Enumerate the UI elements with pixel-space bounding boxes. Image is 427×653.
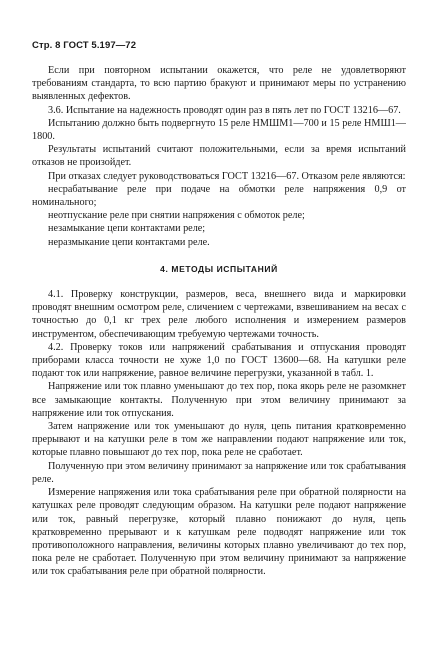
paragraph: Затем напряжение или ток уменьшают до нуля, цепь питания кратковременно прерывают и на катушки реле в том же направлении подают напряжение или ток, которые плавно повышают до тех пор, пока реле не сработает. [32, 421, 406, 459]
list-item: незамыкание цепи контактами реле; [48, 223, 206, 235]
paragraph: Измерение напряжения или тока срабатывания реле при обратной полярности на катушках реле проводят следующим образом. На катушки реле подают напряжение или ток, равный перегрузке, который плавно понижают до нуля, цепь кратковременно прерывают и к катушкам реле подводят напряжение или ток противоположного направления, величины которых плавно увеличивают до тех пор, пока реле не сработает. Полученную при этом величину принимают за напряжение или ток срабатывания реле при обратной полярности. [32, 487, 406, 578]
paragraph: 3.6. Испытание на надежность проводят один раз в пять лет по ГОСТ 13216—67. [48, 104, 401, 116]
list-item: неотпускание реле при снятии напряжения с обмоток реле; [48, 210, 305, 222]
paragraph: Результаты испытаний считают положительными, если за время испытаний отказов не произойдет. [32, 144, 406, 169]
paragraph: 4.1. Проверку конструкции, размеров, веса, внешнего вида и маркировки проводят внешним осмотром реле, сличением с чертежами, взвешиванием на весах с точностью до 0,1 кг трех реле любого исполнения и измерением размеров инструментом, обеспечивающим требуемую чертежами точность. [32, 289, 406, 340]
paragraph: При отказах следует руководствоваться ГОСТ 13216—67. Отказом реле являются: [48, 170, 406, 182]
paragraph: Если при повторном испытании окажется, что реле не удовлетворяют требованиям стандарта, то всю партию бракуют и принимают меры по устранению выявленных дефектов. [32, 65, 406, 103]
list-item: несрабатывание реле при подаче на обмотки реле напряжения 0,9 от номинального; [32, 183, 406, 209]
paragraph: Испытанию должно быть подвергнуто 15 реле НМШМ1—700 и 15 реле НМШ1—1800. [32, 117, 406, 143]
section-title: 4. МЕТОДЫ ИСПЫТАНИЙ [160, 263, 278, 274]
paragraph: Напряжение или ток плавно уменьшают до тех пор, пока якорь реле не разомкнет все замыкающие контакты. Полученную при этом величину принимают за напряжение или ток отпускания. [32, 381, 406, 419]
paragraph: 4.2. Проверку токов или напряжений срабатывания и отпускания проводят приборами класса точности не хуже 1,0 по ГОСТ 13600—68. На катушки реле подают ток или напряжение, равное величине перегрузки, указанной в табл. 1. [32, 341, 406, 380]
paragraph: Полученную при этом величину принимают за напряжение или ток срабатывания реле. [32, 460, 406, 485]
document-body [32, 64, 406, 579]
page-header: Стр. 8 ГОСТ 5.197—72 [32, 40, 137, 51]
list-item: неразмыкание цепи контактами реле. [48, 236, 210, 248]
